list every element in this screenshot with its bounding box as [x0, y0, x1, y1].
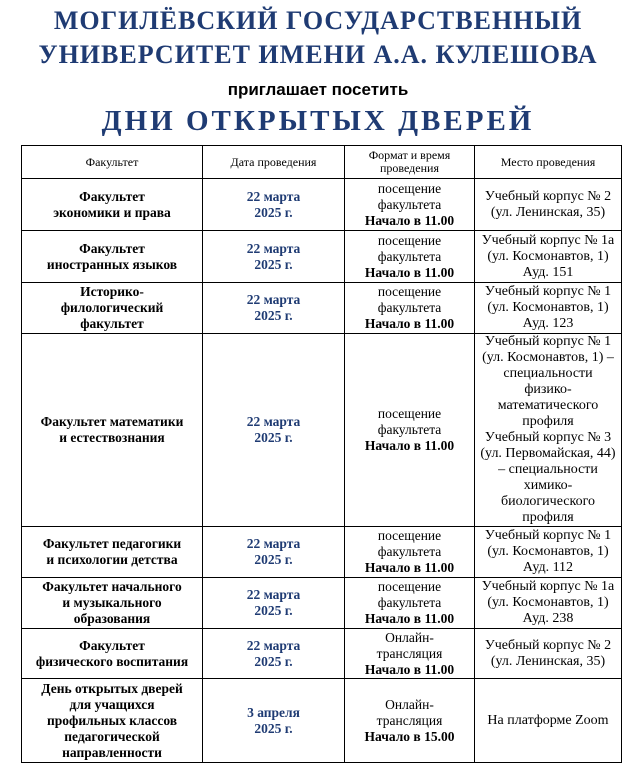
open-days-title: ДНИ ОТКРЫТЫХ ДВЕРЕЙ	[101, 105, 535, 137]
table-header-row	[22, 146, 622, 179]
table-row	[22, 231, 622, 283]
start-time: Начало в 11.00	[364, 316, 455, 331]
place-cell: На платформе Zoom	[475, 679, 622, 763]
format-cell	[345, 578, 475, 629]
date-cell: 22 марта 2025 г.	[203, 527, 345, 578]
start-time: Начало в 11.00	[364, 611, 455, 626]
date-cell: 3 апреля 2025 г.	[203, 679, 345, 763]
faculty-cell: Историко- филологический факультет	[22, 283, 203, 334]
column-header-place: Место проведения	[475, 146, 622, 179]
invite-text: приглашает посетить	[227, 80, 409, 99]
format-text: посещение факультета	[377, 528, 442, 559]
faculty-cell: Факультет начального и музыкального образования	[22, 578, 203, 629]
table-row	[22, 527, 622, 578]
faculty-cell: День открытых дверей для учащихся профильных классов педагогической направленности	[22, 679, 203, 763]
format-cell	[345, 527, 475, 578]
format-text: Онлайн- трансляция	[376, 629, 443, 661]
format-text: посещение факультета	[377, 180, 442, 212]
start-time: Начало в 11.00	[364, 264, 455, 280]
table-row	[22, 578, 622, 629]
column-header-date: Дата проведения	[203, 146, 345, 179]
start-time: Начало в 11.00	[364, 560, 455, 575]
format-cell	[345, 231, 475, 283]
place-cell: Учебный корпус № 1 (ул. Космонавтов, 1) Ауд. 123	[475, 283, 622, 334]
faculty-cell: Факультет иностранных языков	[22, 231, 203, 283]
place-cell: Учебный корпус № 1а (ул. Космонавтов, 1) Ауд. 238	[475, 578, 622, 629]
start-time: Начало в 11.00	[364, 438, 455, 453]
format-cell	[345, 679, 475, 763]
column-header-faculty: Факультет	[22, 146, 203, 179]
date-cell: 22 марта 2025 г.	[203, 629, 345, 679]
table-row	[22, 629, 622, 679]
schedule-table	[21, 145, 622, 763]
table-row	[22, 283, 622, 334]
university-name-line1: МОГИЛЁВСКИЙ ГОСУДАРСТВЕННЫЙ	[53, 6, 583, 35]
start-time: Начало в 11.00	[364, 661, 455, 677]
format-text: посещение факультета	[377, 579, 442, 610]
date-cell: 22 марта 2025 г.	[203, 578, 345, 629]
faculty-cell: Факультет математики и естествознания	[22, 334, 203, 527]
format-cell	[345, 629, 475, 679]
place-cell: Учебный корпус № 1 (ул. Космонавтов, 1) – специальности физико- математического профиля Учебный корпус № 3 (ул. Первомайская, 44) – специальности химико-биологического профиля	[475, 334, 622, 527]
date-cell: 22 марта 2025 г.	[203, 179, 345, 231]
format-cell	[345, 179, 475, 231]
start-time: Начало в 11.00	[364, 212, 455, 228]
format-text: посещение факультета	[377, 284, 442, 315]
date-cell: 22 марта 2025 г.	[203, 334, 345, 527]
date-cell: 22 марта 2025 г.	[203, 283, 345, 334]
place-cell: Учебный корпус № 2 (ул. Ленинская, 35)	[475, 629, 622, 679]
document-header	[0, 0, 636, 138]
format-cell	[345, 334, 475, 527]
date-cell: 22 марта 2025 г.	[203, 231, 345, 283]
place-cell: Учебный корпус № 1 (ул. Космонавтов, 1) Ауд. 112	[475, 527, 622, 578]
faculty-cell: Факультет педагогики и психологии детства	[22, 527, 203, 578]
format-text: посещение факультета	[377, 232, 442, 264]
start-time: Начало в 15.00	[364, 728, 455, 744]
table-row	[22, 179, 622, 231]
format-text: Онлайн- трансляция	[376, 696, 443, 728]
format-cell	[345, 283, 475, 334]
university-name-line2: УНИВЕРСИТЕТ ИМЕНИ А.А. КУЛЕШОВА	[38, 40, 598, 69]
place-cell: Учебный корпус № 1а (ул. Космонавтов, 1) Ауд. 151	[475, 231, 622, 283]
faculty-cell: Факультет физического воспитания	[22, 629, 203, 679]
column-header-format: Формат и время проведения	[345, 146, 475, 179]
table-row	[22, 334, 622, 527]
format-text: посещение факультета	[377, 406, 442, 437]
table-row	[22, 679, 622, 763]
place-cell: Учебный корпус № 2 (ул. Ленинская, 35)	[475, 179, 622, 231]
faculty-cell: Факультет экономики и права	[22, 179, 203, 231]
